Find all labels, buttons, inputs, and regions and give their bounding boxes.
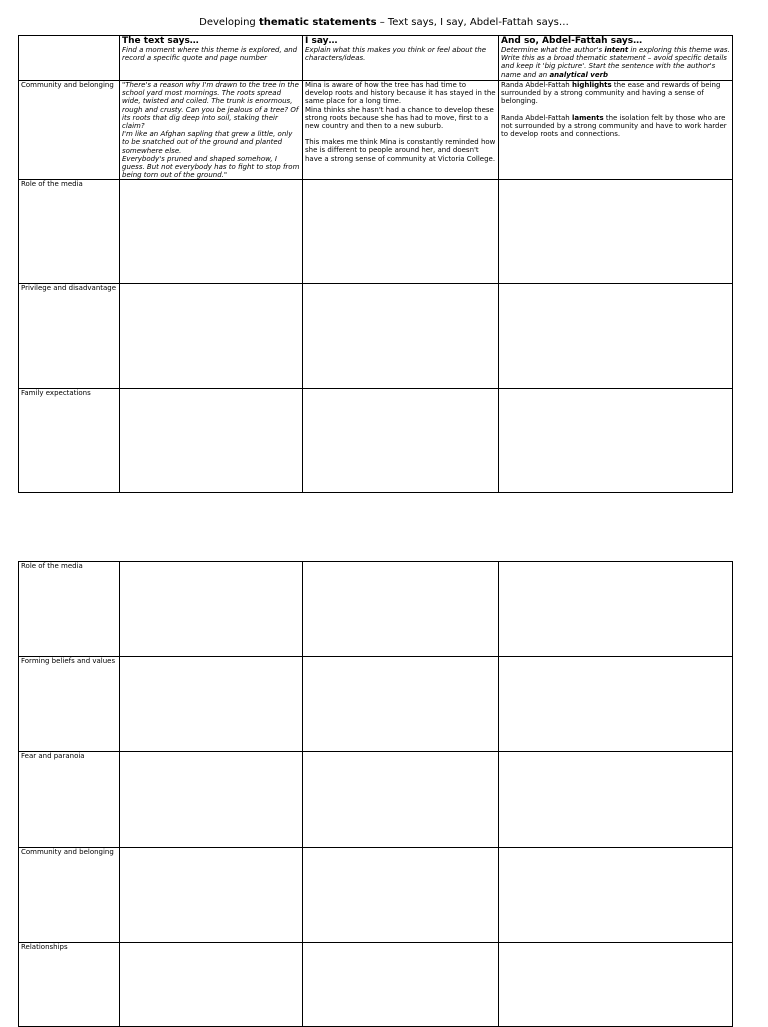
example-row xyxy=(19,81,733,180)
i-say-cell[interactable] xyxy=(303,389,499,493)
theme-label: Role of the media xyxy=(19,180,120,284)
author-says-cell[interactable] xyxy=(499,562,733,657)
i-say-cell[interactable] xyxy=(303,180,499,284)
header-author-says: And so, Abdel-Fattah says… Determine what the author's intent in exploring this theme was. Write this as a broad thematic statement – avoid specific details and keep it 'big picture'. Start the sentence with the author's name and an analytical verb xyxy=(499,36,733,81)
author-says-cell[interactable] xyxy=(499,657,733,752)
page-title: Developing thematic statements – Text says, I say, Abdel-Fattah says… xyxy=(199,17,569,28)
theme-label: Family expectations xyxy=(19,389,120,493)
theme-label: Forming beliefs and values xyxy=(19,657,120,752)
i-say-cell[interactable] xyxy=(303,657,499,752)
i-say-cell[interactable] xyxy=(303,943,499,1027)
thematic-table-2 xyxy=(18,561,733,1027)
author-says-cell[interactable] xyxy=(499,389,733,493)
table-row xyxy=(19,752,733,848)
i-say-cell[interactable]: Mina is aware of how the tree has had time to develop roots and history because it has stayed in the same place for a long time. Mina thinks she hasn't had a chance to develop these strong roots because she has had to move, first to a new country and then to a new suburb. This makes me think Mina is constantly reminded how she is different to people around her, and doesn't have a strong sense of community at Victoria College. xyxy=(303,81,499,180)
table-row xyxy=(19,180,733,284)
table-row xyxy=(19,389,733,493)
table-row xyxy=(19,562,733,657)
i-say-cell[interactable] xyxy=(303,562,499,657)
author-says-cell[interactable] xyxy=(499,848,733,943)
table-row xyxy=(19,657,733,752)
quote-cell[interactable] xyxy=(120,752,303,848)
i-say-cell[interactable] xyxy=(303,752,499,848)
author-says-cell[interactable] xyxy=(499,180,733,284)
header-i-say: I say… Explain what this makes you think or feel about the characters/ideas. xyxy=(303,36,499,81)
header-text-says: The text says… Find a moment where this theme is explored, and record a specific quote and page number xyxy=(120,36,303,81)
header-row xyxy=(19,36,733,81)
quote-cell[interactable] xyxy=(120,180,303,284)
quote-cell[interactable] xyxy=(120,284,303,389)
i-say-cell[interactable] xyxy=(303,848,499,943)
table-row xyxy=(19,848,733,943)
quote-cell[interactable] xyxy=(120,943,303,1027)
table-row xyxy=(19,943,733,1027)
quote-cell[interactable] xyxy=(120,389,303,493)
quote-cell[interactable] xyxy=(120,562,303,657)
author-says-cell[interactable] xyxy=(499,284,733,389)
theme-label: Privilege and disadvantage xyxy=(19,284,120,389)
i-say-cell[interactable] xyxy=(303,284,499,389)
thematic-table-1 xyxy=(18,35,733,493)
author-says-cell[interactable] xyxy=(499,752,733,848)
theme-label: Community and belonging xyxy=(19,81,120,180)
quote-cell[interactable] xyxy=(120,657,303,752)
author-says-cell[interactable] xyxy=(499,943,733,1027)
header-theme-cell xyxy=(19,36,120,81)
quote-cell[interactable]: "There's a reason why I'm drawn to the tree in the school yard most mornings. The roots spread wide, twisted and coiled. The trunk is enormous, rough and crusty. Can you be jealous of a tree? Of its roots that dig deep into soil, staking their claim? I'm like an Afghan sapling that grew a little, only to be snatched out of the ground and planted somewhere else. Everybody's pruned and shaped somehow, I guess. But not everybody has to fight to stop from being torn out of the ground." xyxy=(120,81,303,180)
quote-cell[interactable] xyxy=(120,848,303,943)
theme-label: Community and belonging xyxy=(19,848,120,943)
theme-label: Fear and paranoia xyxy=(19,752,120,848)
theme-label: Relationships xyxy=(19,943,120,1027)
author-says-cell[interactable]: Randa Abdel-Fattah highlights the ease and rewards of being surrounded by a strong community and having a sense of belonging. Randa Abdel-Fattah laments the isolation felt by those who are not surrounded by a strong community and have to work harder to develop roots and connections. xyxy=(499,81,733,180)
theme-label: Role of the media xyxy=(19,562,120,657)
table-row xyxy=(19,284,733,389)
